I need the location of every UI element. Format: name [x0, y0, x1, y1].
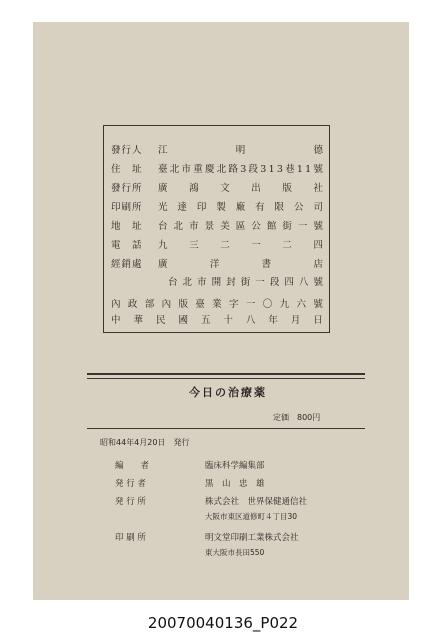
divider-rule — [87, 373, 365, 375]
glyph: 封 — [226, 277, 236, 288]
glyph: 廣 — [158, 183, 168, 194]
glyph: 政 — [127, 299, 138, 310]
glyph: 3 — [276, 164, 283, 175]
glyph: 重 — [193, 164, 203, 175]
colophon-value — [158, 142, 323, 160]
glyph: 區 — [235, 221, 246, 232]
glyph: 九 — [158, 240, 168, 251]
glyph: 光 — [158, 202, 168, 213]
divider-rule — [87, 378, 365, 379]
glyph: 年 — [268, 315, 278, 326]
colophon-value — [111, 312, 323, 330]
glyph: 一 — [297, 221, 308, 232]
glyph: 北 — [173, 221, 184, 232]
credit-label: 編 者 — [115, 461, 150, 471]
credit-label: 発 行 所 — [115, 497, 146, 507]
glyph: 景 — [204, 221, 215, 232]
glyph: 台 — [158, 221, 168, 232]
glyph: 市 — [197, 277, 207, 288]
glyph: 台 — [168, 277, 178, 288]
glyph: 公 — [251, 221, 261, 232]
glyph: 十 — [223, 315, 233, 326]
glyph: 德 — [313, 145, 323, 156]
glyph: 出 — [251, 183, 261, 194]
glyph: 一 — [245, 299, 256, 310]
glyph: 四 — [284, 277, 294, 288]
colophon-label: 地 址 — [111, 221, 143, 232]
glyph: 社 — [313, 183, 323, 194]
glyph: 一 — [251, 240, 261, 251]
glyph: 業 — [212, 299, 222, 310]
glyph: 四 — [313, 240, 323, 251]
glyph: 街 — [282, 221, 292, 232]
glyph: 號 — [313, 221, 323, 232]
glyph: 字 — [229, 299, 239, 310]
glyph: 店 — [313, 259, 323, 270]
credit-value: 臨床科学編集部 — [205, 461, 265, 471]
colophon-row — [104, 180, 329, 198]
glyph: 製 — [216, 202, 226, 213]
divider-rule — [87, 428, 365, 429]
credit-value: 株式会社 世界保健通信社 — [205, 497, 308, 507]
glyph: 公 — [293, 202, 304, 213]
colophon-label: 經銷處 — [111, 259, 143, 270]
glyph: 部 — [144, 299, 155, 310]
colophon-value — [158, 218, 323, 236]
credit-value: 明文堂印刷工業株式会社 — [205, 533, 299, 543]
colophon-value — [158, 199, 323, 217]
glyph: 巷 — [285, 164, 295, 175]
publisher-address: 大阪市東区道修町４丁目30 — [205, 512, 298, 521]
glyph: 文 — [220, 183, 230, 194]
glyph: 內 — [111, 299, 121, 310]
glyph: 有 — [255, 202, 265, 213]
glyph: 鴻 — [189, 183, 199, 194]
glyph: 1 — [296, 164, 303, 175]
glyph: 二 — [220, 240, 230, 251]
glyph: 號 — [313, 277, 323, 288]
glyph: 廠 — [235, 202, 246, 213]
glyph: 中 — [111, 315, 121, 326]
glyph: 月 — [290, 315, 301, 326]
printer-address: 東大阪市長田550 — [205, 548, 265, 557]
glyph: 華 — [133, 315, 143, 326]
glyph: 路 — [228, 164, 239, 175]
glyph: 3 — [240, 164, 247, 175]
book-price: 定価 800円 — [273, 413, 321, 422]
credit-label: 印 刷 所 — [115, 533, 146, 543]
glyph: 臺 — [158, 164, 168, 175]
glyph: 明 — [235, 145, 246, 156]
glyph: 北 — [169, 164, 180, 175]
glyph: 司 — [313, 202, 323, 213]
colophon-row — [104, 312, 329, 330]
glyph: 1 — [268, 164, 275, 175]
colophon-label: 住 址 — [111, 164, 143, 175]
glyph: 號 — [313, 299, 323, 310]
glyph: 民 — [155, 315, 166, 326]
glyph: 內 — [161, 299, 172, 310]
glyph: 版 — [282, 183, 292, 194]
glyph: 限 — [274, 202, 285, 213]
glyph: 三 — [189, 240, 199, 251]
glyph: 一 — [255, 277, 265, 288]
glyph: 二 — [282, 240, 292, 251]
glyph: 九 — [279, 299, 290, 310]
glyph: 美 — [220, 221, 230, 232]
glyph: 北 — [182, 277, 193, 288]
colophon-label: 電 話 — [111, 240, 143, 251]
colophon-row — [104, 218, 329, 236]
glyph: 國 — [178, 315, 188, 326]
glyph: 洋 — [209, 259, 220, 270]
book-title: 今日の治療薬 — [189, 386, 267, 399]
glyph: 廣 — [158, 259, 168, 270]
glyph: 六 — [296, 299, 306, 310]
glyph: 日 — [313, 315, 323, 326]
glyph: 八 — [245, 315, 256, 326]
glyph: 開 — [211, 277, 222, 288]
glyph: 版 — [178, 299, 188, 310]
colophon-row — [104, 256, 329, 274]
colophon-value — [158, 161, 323, 179]
glyph: 街 — [240, 277, 251, 288]
glyph: 1 — [305, 164, 312, 175]
glyph: 慶 — [205, 164, 215, 175]
colophon-value — [158, 256, 323, 274]
glyph: 北 — [216, 164, 227, 175]
colophon-row — [104, 161, 329, 179]
colophon-row — [104, 274, 329, 292]
credit-label: 発 行 者 — [115, 479, 146, 489]
glyph: 〇 — [262, 299, 273, 310]
book-page — [33, 22, 409, 600]
colophon-label: 發行人 — [111, 145, 143, 156]
glyph: 五 — [200, 315, 211, 326]
glyph: 書 — [261, 259, 272, 270]
colophon-value — [158, 237, 323, 255]
glyph: 印 — [196, 202, 207, 213]
colophon-value — [168, 274, 323, 292]
colophon-label: 發行所 — [111, 183, 143, 194]
colophon-row — [104, 237, 329, 255]
glyph: 八 — [298, 277, 309, 288]
colophon-value — [158, 180, 323, 198]
credit-value: 黒 山 忠 雄 — [205, 479, 265, 489]
colophon-row — [104, 142, 329, 160]
glyph: 臺 — [195, 299, 205, 310]
glyph: 市 — [181, 164, 192, 175]
publish-date: 昭和44年4月20日 発行 — [100, 438, 190, 447]
glyph: 段 — [248, 164, 259, 175]
colophon-row — [104, 199, 329, 217]
glyph: 3 — [260, 164, 267, 175]
glyph: 達 — [177, 202, 187, 213]
archive-id-caption: 20070040136_P022 — [147, 614, 299, 632]
colophon-box — [103, 125, 330, 333]
glyph: 段 — [269, 277, 280, 288]
glyph: 江 — [158, 145, 168, 156]
glyph: 館 — [266, 221, 277, 232]
glyph: 號 — [313, 164, 323, 175]
glyph: 市 — [189, 221, 199, 232]
colophon-label: 印刷所 — [111, 202, 143, 213]
